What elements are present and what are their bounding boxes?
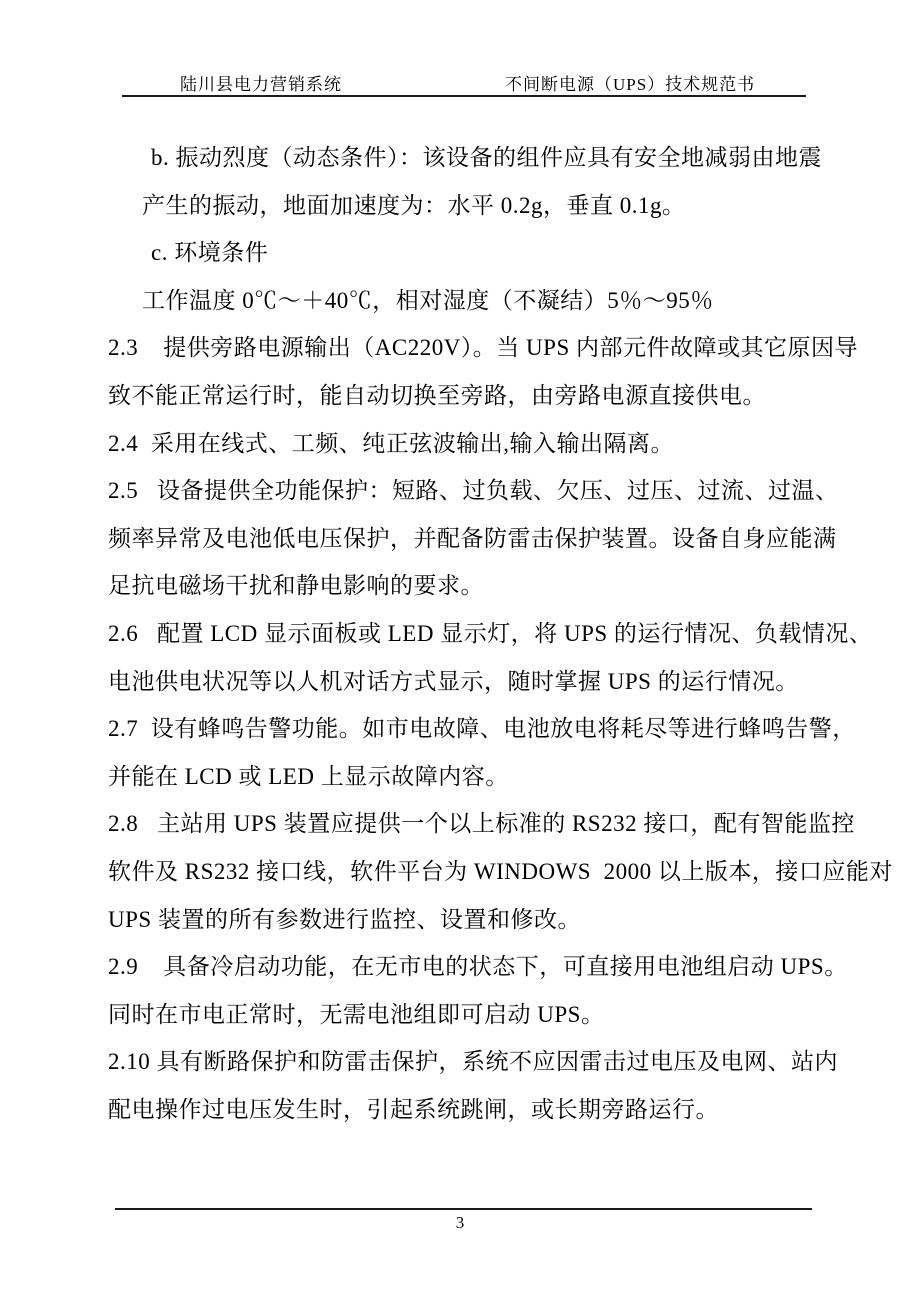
- page-number: 3: [455, 1213, 465, 1232]
- paragraph: [108, 277, 848, 325]
- footer-rule: [115, 1208, 812, 1210]
- text-line: 2.4 采用在线式、工频、纯正弦波输出,输入输出隔离。: [108, 430, 674, 456]
- text-line: c. 环境条件: [151, 240, 269, 266]
- text-line: 2.8 主站用 UPS 装置应提供一个以上标准的 RS232 接口，配有智能监控: [108, 811, 855, 837]
- text-line: 软件及 RS232 接口线，软件平台为 WINDOWS 2000 以上版本，接口应能对: [108, 858, 893, 884]
- paragraph: [108, 420, 848, 468]
- paragraph: [108, 610, 873, 705]
- text-line: UPS 装置的所有参数进行监控、设置和修改。: [108, 906, 581, 932]
- text-line: 配电操作过电压发生时，引起系统跳闸，或长期旁路运行。: [108, 1096, 719, 1122]
- document-body: [108, 134, 893, 1133]
- paragraph: [108, 800, 893, 943]
- text-line: 2.5 设备提供全功能保护：短路、过负载、欠压、过压、过流、过温、: [108, 478, 839, 504]
- paragraph: [108, 1038, 848, 1133]
- text-line: 工作温度 0℃～＋40℃，相对湿度（不凝结）5％～95％: [142, 287, 714, 313]
- text-line: 致不能正常运行时，能自动切换至旁路，由旁路电源直接供电。: [108, 382, 766, 408]
- text-line: 并能在 LCD 或 LED 上显示故障内容。: [108, 763, 509, 789]
- text-line: 2.10 具有断路保护和防雷击保护，系统不应因雷击过电压及电网、站内: [108, 1049, 838, 1075]
- paragraph: [108, 134, 848, 229]
- header-rule: [122, 95, 806, 97]
- text-line: 足抗电磁场干扰和静电影响的要求。: [108, 573, 484, 599]
- text-line: 2.9 具备冷启动功能，在无市电的状态下，可直接用电池组启动 UPS。: [108, 954, 848, 980]
- paragraph: [108, 229, 848, 277]
- paragraph: [108, 705, 856, 800]
- header-left-title: 陆川县电力营销系统: [180, 75, 342, 94]
- text-line: 2.3 提供旁路电源输出（AC220V）。当 UPS 内部元件故障或其它原因导: [108, 335, 859, 361]
- text-line: 2.6 配置 LCD 显示面板或 LED 显示灯，将 UPS 的运行情况、负载情况、: [108, 620, 873, 646]
- text-line: 电池供电状况等以人机对话方式显示，随时掌握 UPS 的运行情况。: [108, 668, 799, 694]
- text-line: 频率异常及电池低电压保护，并配备防雷击保护装置。设备自身应能满: [108, 525, 837, 551]
- text-line: b. 振动烈度（动态条件）：该设备的组件应具有安全地减弱由地震: [151, 145, 822, 170]
- paragraph: [108, 943, 848, 1038]
- text-line: 同时在市电正常时，无需电池组即可启动 UPS。: [108, 1001, 605, 1027]
- paragraph: [108, 324, 859, 419]
- header-right-title: 不间断电源（UPS）技术规范书: [505, 75, 756, 94]
- text-line: 2.7 设有蜂鸣告警功能。如市电故障、电池放电将耗尽等进行蜂鸣告警，: [108, 716, 856, 742]
- paragraph: [108, 467, 848, 610]
- text-line: 产生的振动，地面加速度为：水平 0.2g，垂直 0.1g。: [142, 192, 686, 218]
